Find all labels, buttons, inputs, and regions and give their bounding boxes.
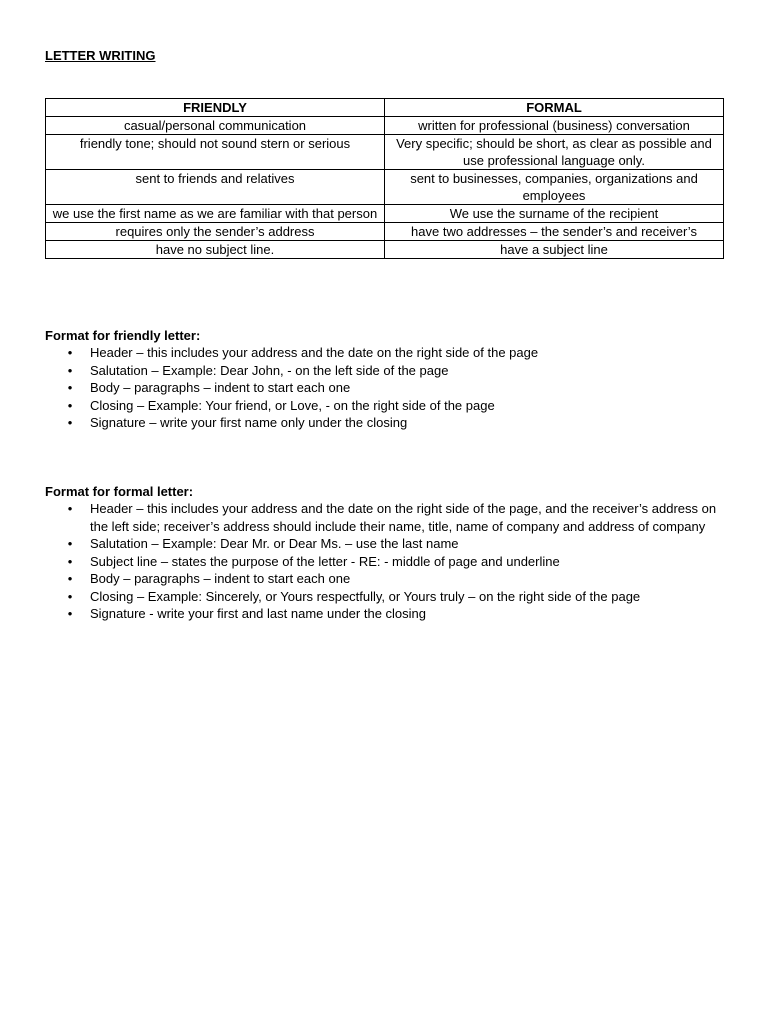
list-item-text: Body – paragraphs – indent to start each one xyxy=(90,380,351,395)
bullet-icon: • xyxy=(67,606,73,621)
list-item-text: Signature – write your first name only under the closing xyxy=(90,415,408,430)
list-item xyxy=(45,414,725,432)
table-cell-friendly: requires only the sender’s address xyxy=(46,223,385,241)
bullet-icon: • xyxy=(67,397,73,413)
list-item xyxy=(45,588,725,606)
table-row xyxy=(46,170,724,205)
table-cell-friendly: sent to friends and relatives xyxy=(46,170,385,205)
list-item xyxy=(45,379,725,397)
formal-format-list xyxy=(45,500,725,623)
bullet-icon: • xyxy=(67,501,73,516)
table-cell-formal: have a subject line xyxy=(385,241,724,259)
list-item-text: Closing – Example: Sincerely, or Yours respectfully, or Yours truly – on the right side of the page xyxy=(90,588,641,604)
list-item xyxy=(45,553,725,571)
list-item xyxy=(45,570,725,588)
table-cell-formal: have two addresses – the sender’s and receiver’s xyxy=(385,223,724,241)
table-row xyxy=(46,241,724,259)
list-item xyxy=(45,500,725,535)
bullet-icon: • xyxy=(67,571,73,586)
bullet-icon: • xyxy=(67,415,73,430)
list-item-text: Salutation – Example: Dear Mr. or Dear Ms. – use the last name xyxy=(90,536,459,551)
list-item-text: Header – this includes your address and the date on the right side of the page xyxy=(90,345,539,360)
table-header-row xyxy=(46,99,724,117)
table-row xyxy=(46,135,724,170)
table-cell-formal: sent to businesses, companies, organizations and employees xyxy=(385,170,724,205)
friendly-format-section xyxy=(45,327,725,432)
table-cell-friendly: we use the first name as we are familiar with that person xyxy=(46,205,385,223)
list-item xyxy=(45,397,725,415)
bullet-icon: • xyxy=(67,588,73,604)
table-cell-formal: We use the surname of the recipient xyxy=(385,205,724,223)
bullet-icon: • xyxy=(67,362,73,378)
list-item-text: Header – this includes your address and the date on the right side of the page, and the receiver’s address on the left side; receiver’s address should include their name, title, name of company and address of company xyxy=(90,501,717,534)
table-cell-friendly: casual/personal communication xyxy=(46,117,385,135)
table-cell-formal: written for professional (business) conversation xyxy=(385,117,724,135)
list-item-text: Subject line – states the purpose of the letter - RE: - middle of page and underline xyxy=(90,553,560,569)
list-item-text: Salutation – Example: Dear John, - on the left side of the page xyxy=(90,362,449,378)
list-item xyxy=(45,344,725,362)
friendly-format-heading: Format for friendly letter: xyxy=(45,328,201,343)
formal-format-section xyxy=(45,483,725,623)
page-title: LETTER WRITING xyxy=(45,48,156,63)
table-cell-friendly: friendly tone; should not sound stern or serious xyxy=(46,135,385,170)
friendly-format-list xyxy=(45,344,725,432)
list-item-text: Signature - write your first and last name under the closing xyxy=(90,606,427,621)
list-item xyxy=(45,362,725,380)
column-header-formal: FORMAL xyxy=(385,99,724,117)
bullet-icon: • xyxy=(67,536,73,551)
list-item-text: Closing – Example: Your friend, or Love, - on the right side of the page xyxy=(90,397,495,413)
table-cell-formal: Very specific; should be short, as clear as possible and use professional language only. xyxy=(385,135,724,170)
table-row xyxy=(46,117,724,135)
bullet-icon: • xyxy=(67,345,73,360)
formal-format-heading: Format for formal letter: xyxy=(45,484,194,499)
list-item xyxy=(45,535,725,553)
table-row xyxy=(46,205,724,223)
column-header-friendly: FRIENDLY xyxy=(46,99,385,117)
comparison-table xyxy=(45,98,724,259)
list-item xyxy=(45,605,725,623)
bullet-icon: • xyxy=(67,553,73,569)
list-item-text: Body – paragraphs – indent to start each one xyxy=(90,571,351,586)
bullet-icon: • xyxy=(67,380,73,395)
table-row xyxy=(46,223,724,241)
table-cell-friendly: have no subject line. xyxy=(46,241,385,259)
